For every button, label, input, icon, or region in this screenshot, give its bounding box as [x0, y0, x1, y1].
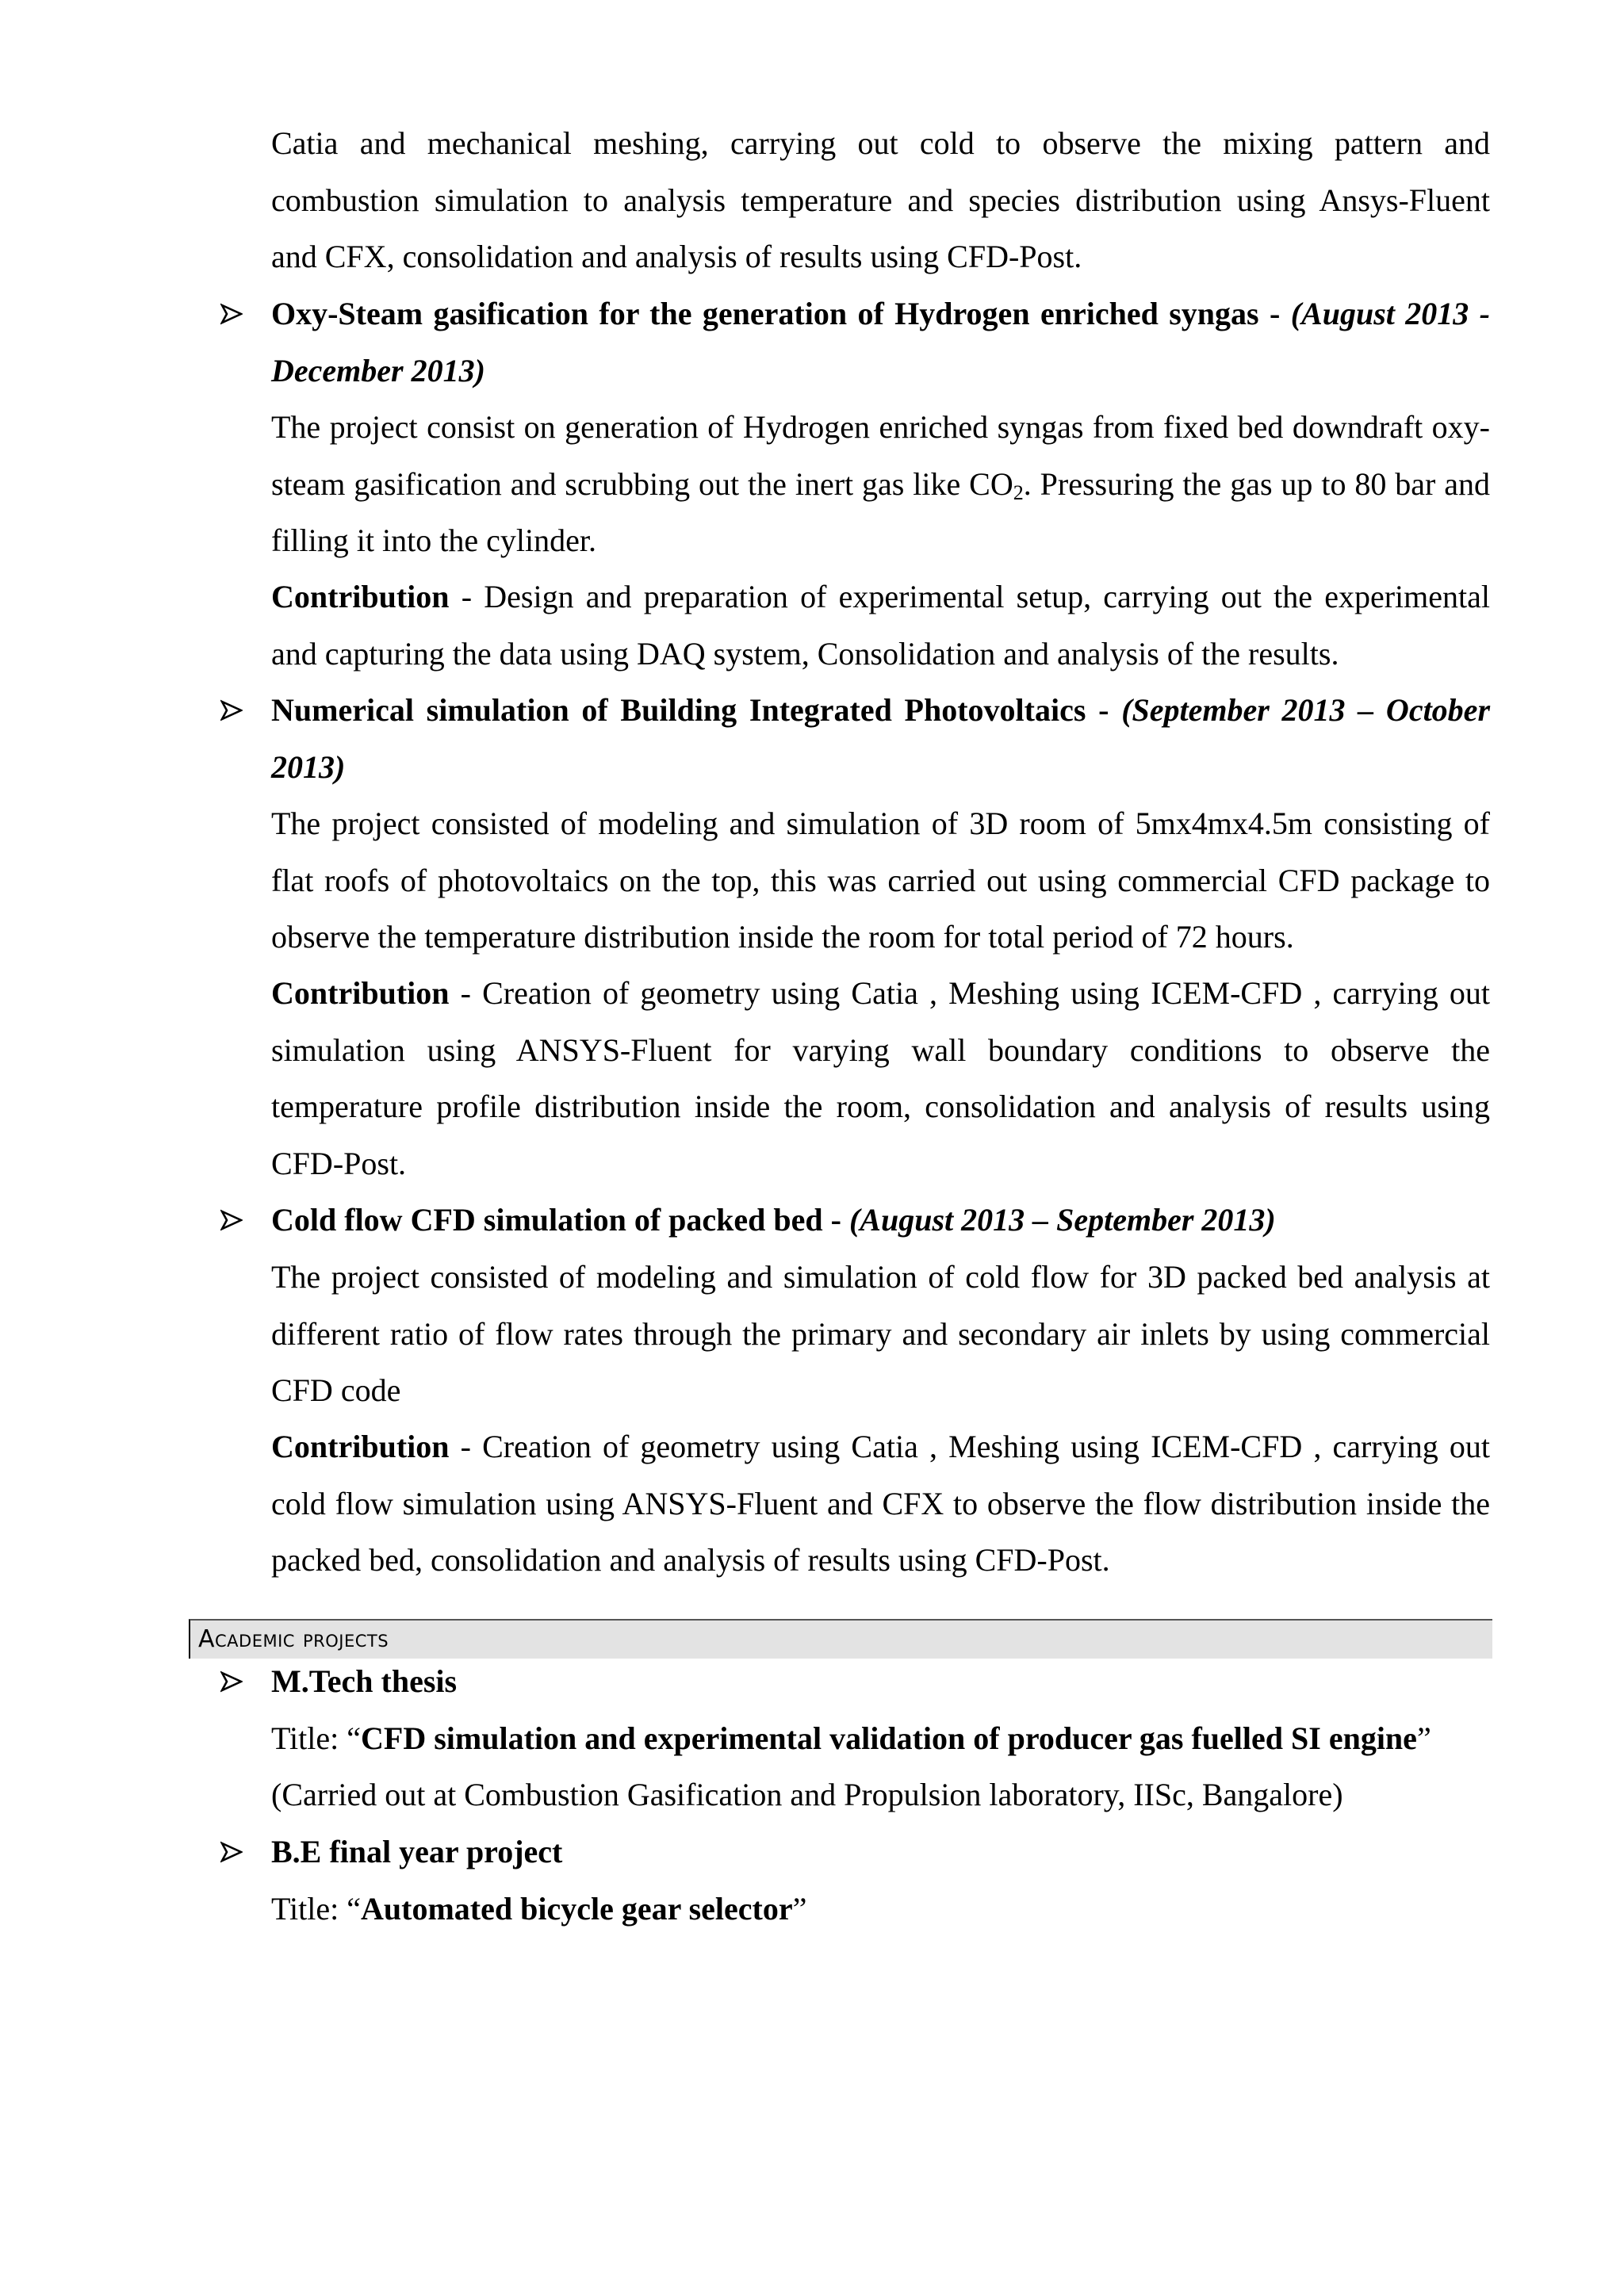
contribution-text: - Design and preparation of experimental setup, carrying out the experimental and capturing the data using DAQ system, Consolidation and analysis of the results.	[271, 579, 1490, 672]
contribution-label: Contribution	[271, 975, 450, 1011]
title-prefix: Title: “	[271, 1891, 361, 1927]
project-item	[220, 1192, 1490, 1249]
project-description	[271, 795, 1490, 966]
academic-heading: B.E final year project	[271, 1834, 563, 1869]
project-item	[220, 682, 1490, 795]
academic-item	[220, 1653, 1490, 1710]
project-dash: -	[1086, 692, 1122, 728]
contribution-text: - Creation of geometry using Catia , Meshing using ICEM-CFD , carrying out cold flow simulation using ANSYS-Fluent and CFX to observe the flow distribution inside the packed bed, consolidation and analysis of results using CFD-Post.	[271, 1429, 1490, 1578]
continued-paragraph	[271, 115, 1490, 285]
title-suffix: ”	[1416, 1720, 1431, 1756]
contribution-label: Contribution	[271, 1429, 450, 1464]
project-dates: (August 2013 - December 2013)	[271, 296, 1490, 388]
title-suffix: ”	[792, 1891, 807, 1927]
paragraph-line: and CFX, consolidation and analysis of results using CFD-Post.	[271, 239, 1082, 274]
title-prefix: Title: “	[271, 1720, 361, 1756]
description-text: . Pressuring the gas up to 80 bar and filling it into the cylinder.	[271, 465, 1491, 558]
arrow-bullet-icon	[220, 1192, 252, 1249]
paragraph-line: combustion simulation to analysis temperature and species distribution using Ansys-Fluent	[271, 182, 1490, 218]
project-title: Cold flow CFD simulation of packed bed	[271, 1202, 823, 1238]
description-text: The project consist on generation of Hydrogen enriched syngas from fixed bed downdraft oxy-steam gasification and scrubbing out the inert gas like CO	[271, 409, 1490, 502]
arrow-bullet-icon	[220, 285, 252, 342]
project-dash: -	[1258, 296, 1291, 331]
paragraph-line: Catia and mechanical meshing, carrying out cold to observe the mixing pattern and	[271, 125, 1490, 161]
project-item	[220, 285, 1490, 399]
project-title: Numerical simulation of Building Integrated Photovoltaics	[271, 692, 1086, 728]
contribution-text: - Creation of geometry using Catia , Meshing using ICEM-CFD , carrying out simulation using ANSYS-Fluent for varying wall boundary conditions to observe the temperature profile distribution inside the room, consolidation and analysis of results using CFD-Post.	[271, 975, 1490, 1181]
project-heading	[271, 682, 1490, 795]
project-heading	[271, 285, 1490, 399]
project-dash: -	[822, 1202, 849, 1238]
academic-title-line	[271, 1710, 1490, 1767]
academic-title-line	[271, 1881, 1490, 1938]
project-contribution	[271, 1418, 1490, 1589]
project-description	[271, 1249, 1490, 1419]
contribution-label: Contribution	[271, 579, 450, 614]
academic-title: CFD simulation and experimental validation of producer gas fuelled SI engine	[361, 1720, 1417, 1756]
project-title: Oxy-Steam gasification for the generation of Hydrogen enriched syngas	[271, 296, 1259, 331]
subscript: 2	[1013, 480, 1024, 504]
project-contribution	[271, 568, 1490, 682]
arrow-bullet-icon	[220, 1823, 252, 1881]
arrow-bullet-icon	[220, 682, 252, 739]
academic-title: Automated bicycle gear selector	[361, 1891, 793, 1927]
arrow-bullet-icon	[220, 1653, 252, 1710]
project-dates: (September 2013 – October 2013)	[271, 692, 1491, 785]
project-dates: (August 2013 – September 2013)	[848, 1202, 1276, 1238]
academic-note: (Carried out at Combustion Gasification and Propulsion laboratory, IISc, Bangalore)	[271, 1777, 1343, 1812]
description-text: The project consisted of modeling and simulation of 3D room of 5mx4mx4.5m consisting of flat roofs of photovoltaics on the top, this was carried out using commercial CFD package to observe the temperature distribution inside the room for total period of 72 hours.	[271, 806, 1490, 955]
project-description	[271, 399, 1490, 569]
section-title: Academic projects	[198, 1625, 389, 1653]
academic-item	[220, 1823, 1490, 1881]
academic-heading: M.Tech thesis	[271, 1663, 458, 1699]
project-contribution	[271, 965, 1490, 1192]
description-text: The project consisted of modeling and simulation of cold flow for 3D packed bed analysis at different ratio of flow rates through the primary and secondary air inlets by using commercial CFD code	[271, 1259, 1490, 1408]
project-heading	[271, 1192, 1490, 1249]
